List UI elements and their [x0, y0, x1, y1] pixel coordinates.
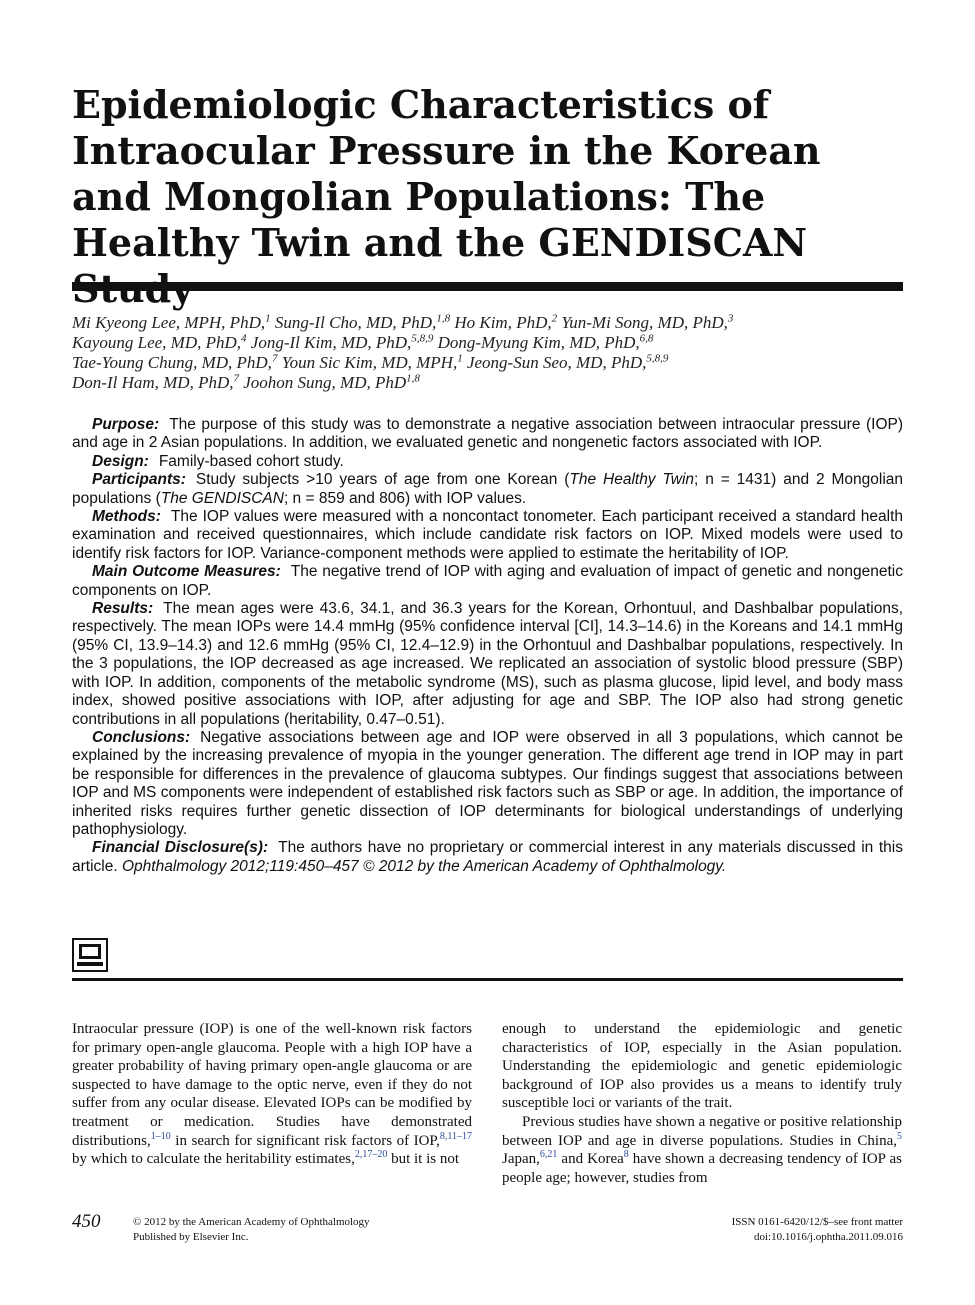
author-affiliation: 1	[265, 312, 271, 325]
author-line	[72, 373, 903, 393]
body-paragraph: enough to understand the epidemiologic and genetic characteristics of IOP, especially in the Asian population. Understanding the epidemiologic and genetic epidemiologic background of IOP also provides us a means to identify truly susceptible loci or variants of the trait.	[502, 1021, 902, 1112]
author-name: Tae-Young Chung, MD, PhD,	[72, 353, 272, 372]
author-line	[72, 353, 903, 373]
abstract-results	[72, 600, 903, 729]
author-name: Joohon Sung, MD, PhD	[243, 373, 407, 392]
author-affiliation: 3	[727, 312, 734, 325]
author-affiliation: 4	[241, 332, 247, 345]
abstract-label: Conclusions:	[92, 728, 191, 746]
abstract-label: Participants:	[92, 471, 186, 489]
author-name: Youn Sic Kim, MD, MPH,	[281, 353, 458, 372]
author-line	[72, 333, 903, 353]
abstract	[72, 416, 903, 876]
abstract-label: Main Outcome Measures:	[92, 563, 281, 581]
author-name: Ho Kim, PhD,	[454, 313, 552, 332]
body-text: Previous studies have shown a negative or positive relationship between IOP and age in diverse populations. Studies in China,	[502, 1113, 902, 1149]
journal-citation: Ophthalmology 2012;119:450–457 © 2012 by the American Academy of Ophthalmology.	[121, 857, 727, 875]
body-column-left	[72, 1020, 472, 1169]
study-name: The GENDISCAN	[160, 489, 284, 507]
author-affiliation: 6,8	[639, 332, 654, 345]
author-name: Jong-Il Kim, MD, PhD,	[250, 333, 412, 352]
author-name: Dong-Myung Kim, MD, PhD,	[437, 333, 640, 352]
body-text: in search for significant risk factors of IOP,	[170, 1132, 440, 1149]
body-text: Japan,	[502, 1151, 540, 1168]
abstract-text: ; n = 1431) and 2 Mongolian populations (	[72, 471, 904, 507]
abstract-text: The negative trend of IOP with aging and evaluation of impact of genetic and nongenetic components on IOP.	[72, 563, 904, 599]
abstract-text: The authors have no proprietary or commercial interest in any materials discussed in this article.	[72, 839, 903, 875]
author-affiliation: 5,8,9	[411, 332, 434, 345]
author-name: Don-Il Ham, MD, PhD,	[72, 373, 234, 392]
article-title: Epidemiologic Characteristics of Intraocular Pressure in the Korean and Mongolian Populations: The Healthy Twin and the GENDISCAN	[72, 82, 821, 265]
study-name: The Healthy Twin	[569, 471, 695, 489]
abstract-label: Purpose:	[92, 416, 160, 433]
reference-link[interactable]: 8	[623, 1149, 629, 1161]
abstract-label: Financial Disclosure(s):	[92, 839, 269, 857]
body-text: and Korea	[557, 1151, 624, 1168]
abstract-text: The mean ages were 43.6, 34.1, and 36.3 years for the Korean, Orhontuul, and Dashbalbar populations, respectively. The mean IOPs were 14.4 mmHg (95% confidence interval [CI], 14.3–14.6) in the Koreans and 14.1 mmHg (95% CI, 13.9–14.3) and 12.6 mmHg (95% CI, 12.4–12.9) in the Orhontuul and Dashbalbar populations, respectively. In the 3 populations, the IOP decreased as age increased. We replicated an association of systolic blood pressure (SBP) with IOP. In addition, components of the metabolic syndrome (MS), such as plasma glucose, lipid level, and body mass index, showed positive associations with IOP, after adjusting for age and SBP. The IOP also had strong genetic contributions in all populations (heritability, 0.47–0.51).	[72, 600, 903, 728]
issn-line: ISSN 0161-6420/12/$–see front matter	[731, 1216, 903, 1228]
author-list	[72, 313, 903, 393]
reference-link[interactable]: 1–10	[150, 1130, 171, 1142]
body-paragraph	[502, 1113, 902, 1187]
body-text: have shown a decreasing tendency of IOP as people age; however, studies from	[502, 1151, 902, 1186]
author-line	[72, 313, 903, 333]
abstract-disclosure	[72, 839, 903, 876]
doi-line[interactable]: doi:10.1016/j.ophtha.2011.09.016	[753, 1231, 903, 1243]
reference-link[interactable]: 8,11–17	[439, 1130, 472, 1142]
abstract-text: Family-based cohort study.	[158, 452, 344, 470]
abstract-outcome	[72, 563, 903, 600]
author-affiliation: 7	[233, 372, 239, 385]
author-name: Kayoung Lee, MD, PhD,	[72, 333, 242, 352]
copyright-line: © 2012 by the American Academy of Ophthalmology	[133, 1216, 370, 1228]
body-column-right	[502, 1020, 902, 1187]
author-affiliation: 2	[551, 312, 558, 325]
footer-ids	[732, 1215, 903, 1245]
author-name: Jeong-Sun Seo, MD, PhD,	[466, 353, 647, 372]
author-affiliation: 1	[457, 352, 463, 365]
reference-link[interactable]: 5	[897, 1130, 902, 1142]
title-rule	[72, 282, 903, 291]
abstract-label: Design:	[92, 452, 149, 470]
body-text: Intraocular pressure (IOP) is one of the well-known risk factors for primary open-angle glaucoma. People with a high IOP have a greater probability of having primary open-angle glaucoma or are suspected to have damage to the optic nerve, even if they do not suffer from any ocular disease. Elevated IOPs can be modified by treatment or medication. Studies have demonstrated distributions,	[72, 1021, 472, 1149]
publisher-line: Published by Elsevier Inc.	[133, 1231, 249, 1243]
body-text: but it is not	[387, 1151, 460, 1168]
author-affiliation: 5,8,9	[646, 352, 669, 365]
footer-copyright	[133, 1215, 370, 1245]
abstract-purpose	[72, 416, 903, 453]
abstract-text: Study subjects >10 years of age from one Korean (	[195, 471, 570, 489]
author-name: Sung-Il Cho, MD, PhD,	[274, 313, 437, 332]
abstract-text: The purpose of this study was to demonstrate a negative association between intraocular pressure (IOP) and age in 2 Asian populations. In addition, we evaluated genetic and nongenetic factors associated with IOP.	[72, 416, 903, 452]
author-affiliation: 1,8	[436, 312, 451, 325]
reference-link[interactable]: 6,21	[539, 1149, 558, 1161]
author-name: Mi Kyeong Lee, MPH, PhD,	[72, 313, 266, 332]
monitor-icon[interactable]	[72, 938, 108, 972]
abstract-text: The IOP values were measured with a noncontact tonometer. Each participant received a standard health examination and received questionnaires, which include candidate risk factors on IOP. Mixed models were used to identify risk factors for IOP. Variance-component methods were applied to estimate the heritability of IOP.	[72, 508, 903, 562]
abstract-text: Negative associations between age and IOP were observed in all 3 populations, which cannot be explained by the increasing prevalence of myopia in the younger generation. The different age trend in IOP may in part be responsible for differences in the prevalence of glaucoma subtypes. Our findings suggest that associations between IOP and MS components were independent of established risk factors such as SBP or age. In addition, the importance of inherited risks requires further genetic dissection of IOP determinants for biological understandings of underlying pathophysiology.	[72, 728, 903, 838]
author-affiliation: 1,8	[406, 372, 420, 385]
abstract-participants	[72, 471, 903, 508]
abstract-text: ; n = 859 and 806) with IOP values.	[283, 489, 527, 507]
author-name: Yun-Mi Song, MD, PhD,	[561, 313, 728, 332]
author-affiliation: 7	[271, 352, 278, 365]
abstract-design	[72, 453, 903, 471]
page-number: 450	[72, 1211, 101, 1232]
body-text: by which to calculate the heritability estimates,	[72, 1151, 355, 1168]
body-paragraph	[72, 1020, 472, 1169]
abstract-label: Methods:	[92, 508, 161, 526]
abstract-label: Results:	[92, 600, 154, 618]
reference-link[interactable]: 2,17–20	[354, 1149, 388, 1161]
abstract-conclusions	[72, 729, 903, 839]
abstract-methods	[72, 508, 903, 563]
abstract-rule	[72, 978, 903, 981]
